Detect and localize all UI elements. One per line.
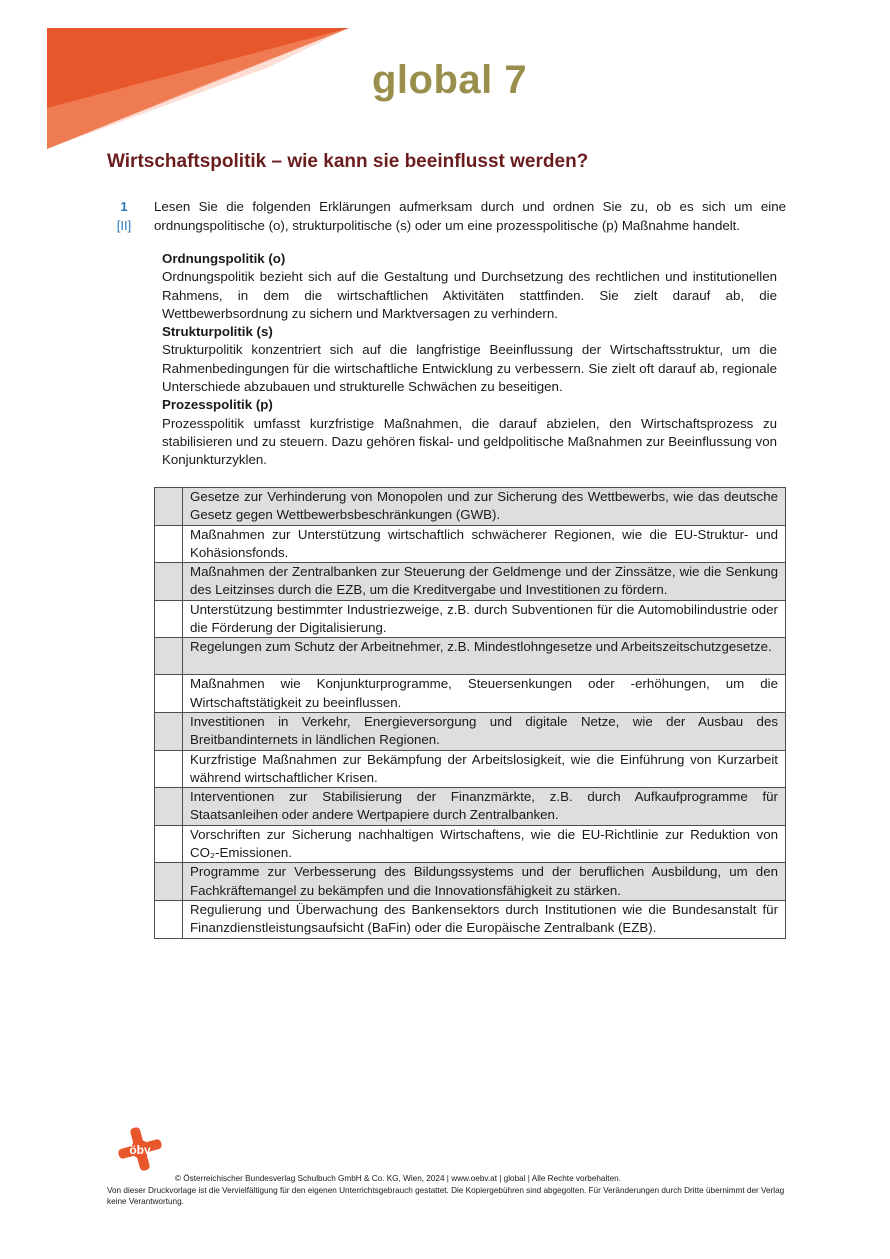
page-title: Wirtschaftspolitik – wie kann sie beeinflusst werden? bbox=[107, 151, 589, 172]
definition-text-prozesspolitik: Prozesspolitik umfasst kurzfristige Maßnahmen, die darauf abzielen, den Wirtschaftsprozess zu stabilisieren und zu steuern. Dazu gehören fiskal- und geldpolitische Maßnahmen zur Beeinflussung von Konjunkturzyklen. bbox=[162, 415, 777, 468]
table-row bbox=[155, 712, 786, 750]
answer-box[interactable] bbox=[155, 788, 183, 826]
table-row bbox=[155, 825, 786, 863]
answer-box[interactable] bbox=[155, 900, 183, 938]
task-level: [II] bbox=[116, 218, 132, 233]
table-row bbox=[155, 750, 786, 788]
answer-box[interactable] bbox=[155, 675, 183, 713]
table-row bbox=[155, 788, 786, 826]
exercise-table bbox=[154, 487, 786, 939]
definition-title-prozesspolitik: Prozesspolitik (p) bbox=[162, 397, 273, 413]
table-row bbox=[155, 563, 786, 601]
table-row bbox=[155, 525, 786, 563]
answer-box[interactable] bbox=[155, 863, 183, 901]
task-instruction: Lesen Sie die folgenden Erklärungen aufmerksam durch und ordnen Sie zu, ob es sich um eine ordnungspolitische (o), strukturpolitische (s) oder um eine prozesspolitische (p) Maßnahme handelt. bbox=[154, 199, 786, 233]
answer-box[interactable] bbox=[155, 712, 183, 750]
measure-text: Maßnahmen der Zentralbanken zur Steuerung der Geldmenge und der Zinssätze, wie die Senkung des Leitzinses durch die EZB, um die Kreditvergabe und Investitionen zu fördern. bbox=[183, 563, 786, 601]
measure-text: Maßnahmen zur Unterstützung wirtschaftlich schwächerer Regionen, wie die EU-Struktur- und Kohäsionsfonds. bbox=[183, 525, 786, 563]
answer-box[interactable] bbox=[155, 638, 183, 675]
measure-text: Interventionen zur Stabilisierung der Finanzmärkte, z.B. durch Aufkaufprogramme für Staatsanleihen oder andere Wertpapiere durch Zentralbanken. bbox=[183, 788, 786, 826]
definition-title-strukturpolitik: Strukturpolitik (s) bbox=[162, 324, 273, 340]
measure-text: Vorschriften zur Sicherung nachhaltigen Wirtschaftens, wie die EU-Richtlinie zur Reduktion von CO₂-Emissionen. bbox=[183, 825, 786, 863]
answer-box[interactable] bbox=[155, 750, 183, 788]
table-row bbox=[155, 488, 786, 526]
answer-box[interactable] bbox=[155, 488, 183, 526]
definitions bbox=[162, 250, 777, 470]
table-row bbox=[155, 638, 786, 675]
measure-text: Unterstützung bestimmter Industriezweige, z.B. durch Subventionen für die Automobilindustrie oder die Förderung der Digitalisierung. bbox=[183, 600, 786, 638]
definition-text-strukturpolitik: Strukturpolitik konzentriert sich auf die langfristige Beeinflussung der Wirtschaftsstruktur, um die Rahmenbedingungen für die wirtschaftliche Entwicklung zu verbessern. Sie zielt oft darauf ab, regionale Unterschiede abzubauen und strukturelle Schwächen zu beseitigen. bbox=[162, 342, 777, 395]
measure-text: Kurzfristige Maßnahmen zur Bekämpfung der Arbeitslosigkeit, wie die Einführung von Kurzarbeit während wirtschaftlicher Krisen. bbox=[183, 750, 786, 788]
definition-title-ordnungspolitik: Ordnungspolitik (o) bbox=[162, 251, 286, 266]
measure-text: Gesetze zur Verhinderung von Monopolen und zur Sicherung des Wettbewerbs, wie das deutsche Gesetz gegen Wettbewerbsbeschränkungen (GWB). bbox=[183, 488, 786, 526]
task-number: 1 bbox=[120, 199, 128, 214]
header-banner bbox=[47, 28, 352, 150]
table-row bbox=[155, 675, 786, 713]
measure-text: Investitionen in Verkehr, Energieversorgung und digitale Netze, wie der Ausbau des Breitbandinternets in ländlichen Regionen. bbox=[183, 712, 786, 750]
answer-box[interactable] bbox=[155, 525, 183, 563]
answer-box[interactable] bbox=[155, 563, 183, 601]
measure-text: Programme zur Verbesserung des Bildungssystems und der beruflichen Ausbildung, um den Fachkräftemangel zu bekämpfen und die Innovationsfähigkeit zu stärken. bbox=[183, 863, 786, 901]
brand-title: global 7 bbox=[372, 58, 528, 102]
oebv-logo bbox=[117, 1126, 163, 1172]
answer-box[interactable] bbox=[155, 600, 183, 638]
measure-text: Regulierung und Überwachung des Bankensektors durch Institutionen wie die Bundesanstalt für Finanzdienstleistungsaufsicht (BaFin) oder die Europäische Zentralbank (EZB). bbox=[183, 900, 786, 938]
table-row bbox=[155, 863, 786, 901]
task-number-block bbox=[113, 197, 135, 235]
measure-text: Maßnahmen wie Konjunkturprogramme, Steuersenkungen oder -erhöhungen, um die Wirtschaftstätigkeit zu beeinflussen. bbox=[183, 675, 786, 713]
table-row bbox=[155, 900, 786, 938]
footer-copyright: © Österreichischer Bundesverlag Schulbuch GmbH & Co. KG, Wien, 2024 | www.oebv.at | global | Alle Rechte vorbehalten. bbox=[175, 1174, 621, 1183]
measure-text: Regelungen zum Schutz der Arbeitnehmer, z.B. Mindestlohngesetze und Arbeitszeitschutzgesetze. bbox=[183, 638, 786, 675]
logo-text: öbv bbox=[129, 1143, 151, 1157]
answer-box[interactable] bbox=[155, 825, 183, 863]
footer bbox=[107, 1173, 787, 1208]
table-row bbox=[155, 600, 786, 638]
footer-notice: Von dieser Druckvorlage ist die Vervielfältigung für den eigenen Unterrichtsgebrauch gestattet. Die Kopiergebühren sind abgegolten. Für Veränderungen durch Dritte übernimmt der Verlag keine Verantwortung. bbox=[107, 1185, 785, 1206]
definition-text-ordnungspolitik: Ordnungspolitik bezieht sich auf die Gestaltung und Durchsetzung des rechtlichen und institutionellen Rahmens, in dem die wirtschaftlichen Aktivitäten stattfinden. Sie zielt darauf ab, die Wettbewerbsordnung zu sichern und Marktversagen zu verhindern. bbox=[162, 269, 777, 321]
